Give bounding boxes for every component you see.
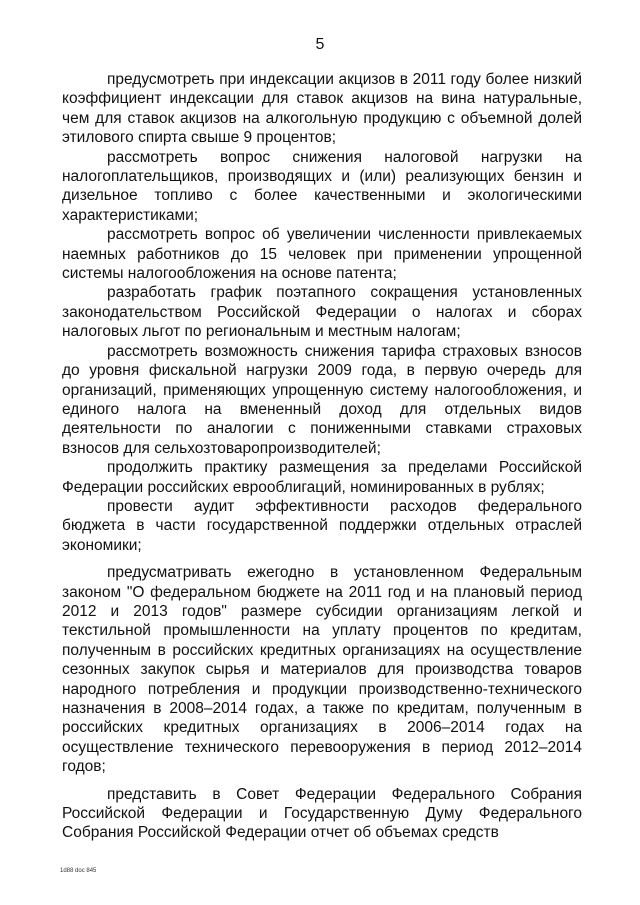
page-number: 5 (315, 36, 325, 53)
paragraph-1: предусмотреть при индексации акцизов в 2011 году более низкий коэффициент индексации для ставок акцизов на вина натуральные, чем для ставок акцизов на алкогольную продукцию с объемной долей этилового спирта свыше 9 процентов; (62, 71, 582, 147)
paragraph-7: провести аудит эффективности расходов федерального бюджета в части государственной поддержки отдельных отраслей экономики; (62, 497, 582, 554)
paragraph-6: продолжить практику размещения за пределами Российской Федерации российских еврооблигаций, номинированных в рублях; (62, 459, 582, 496)
paragraph-5: рассмотреть возможность снижения тарифа страховых взносов до уровня фискальной нагрузки 2009 года, в первую очередь для организаций, применяющих упрощенную систему налогообложения, и единого налога на вмененный доход для отдельных видов деятельности по аналогии с пониженными ставками страховых взносов для сельхозтоваропроизводителей; (62, 342, 582, 457)
paragraph-9: представить в Совет Федерации Федерального Собрания Российской Федерации и Государственную Думу Федерального Собрания Российской Федерации отчет об объемах средств (62, 785, 582, 842)
paragraph-3: рассмотреть вопрос об увеличении численности привлекаемых наемных работников до 15 человек при применении упрощенной системы налогообложения на основе патента; (62, 226, 582, 283)
paragraph-2: рассмотреть вопрос снижения налоговой нагрузки на налогоплательщиков, производящих и (или) реализующих бензин и дизельное топливо с более качественными и экологическими характеристиками; (62, 148, 582, 224)
document-body (62, 70, 582, 843)
paragraph-8: предусматривать ежегодно в установленном Федеральным законом "О федеральном бюджете на 2011 год и на плановый период 2012 и 2013 годов" размере субсидии организациям легкой и текстильной промышленности на уплату процентов по кредитам, полученным в российских кредитных организациях на осуществление сезонных закупок сырья и материалов для производства товаров народного потребления и продукции производственно-технического назначения в 2008–2014 годах, а также по кредитам, полученным в российских кредитных организациях в 2006–2014 годах на осуществление технического перевооружения в период 2012–2014 годов; (62, 564, 582, 776)
paragraph-4: разработать график поэтапного сокращения установленных законодательством Российской Федерации о налогах и сборах налоговых льгот по региональным и местным налогам; (62, 284, 582, 341)
footer-document-code: 1d88 doc 845 (60, 868, 97, 874)
